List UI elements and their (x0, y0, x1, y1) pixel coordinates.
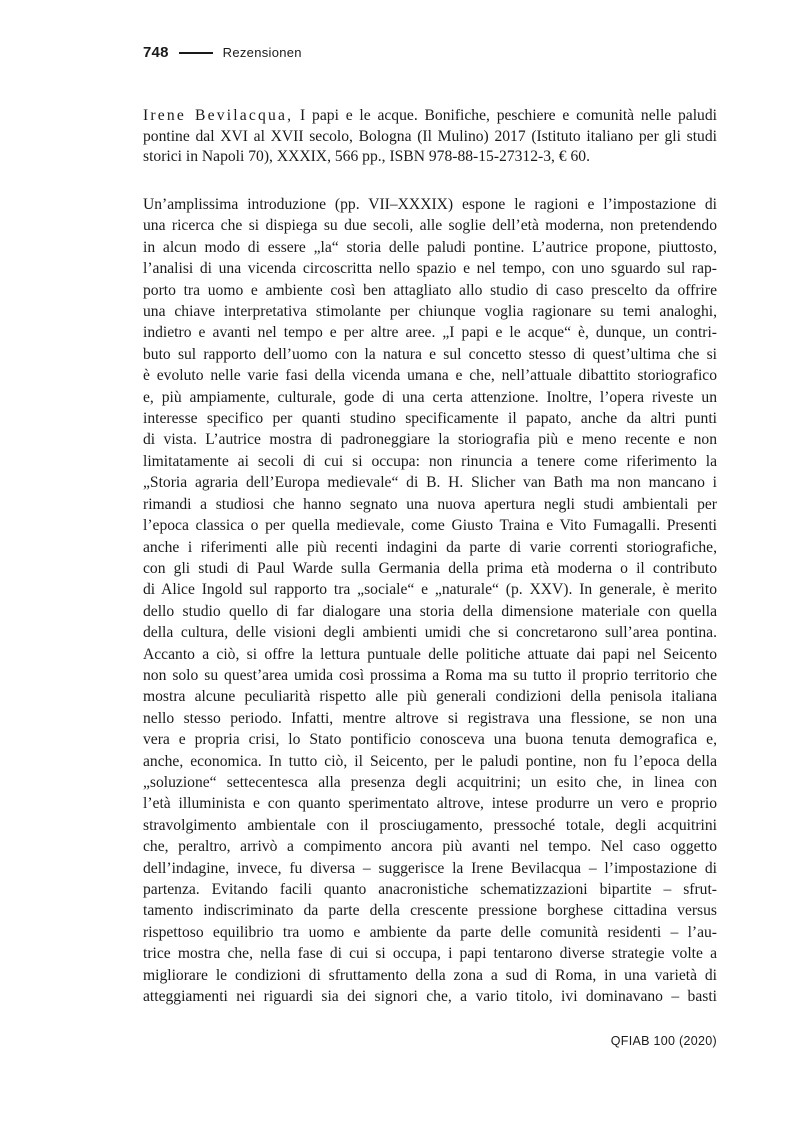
body-line: l’epoca classica o per quella medievale, come Giusto Traina e Vito Fumagalli. Presenti (143, 517, 717, 535)
citation-line (143, 106, 717, 127)
body-line: Un’amplissima introduzione (pp. VII–XXXIX) espone le ragioni e l’impostazione di (143, 196, 717, 213)
citation-author: Irene Bevilacqua, (143, 107, 294, 124)
body-line: trice mostra che, nella fase di cui si occupa, i papi tentarono diverse strategie volte a (143, 945, 717, 963)
body-line: limitatamente ai secoli di cui si occupa: non rinuncia a tenere come riferimento la (143, 452, 717, 470)
citation-line: pontine dal XVI al XVII secolo, Bologna (Il Mulino) 2017 (Istituto italiano per gli studi (143, 127, 717, 145)
section-title: Rezensionen (222, 45, 302, 60)
body-line: partenza. Evitando facili quanto anacronistiche schematizzazioni bipartite – sfrut- (143, 881, 717, 898)
body-line: stravolgimento ambientale con il prosciugamento, pressoché totale, degli acquitrini (143, 816, 717, 834)
header-rule (179, 52, 213, 54)
body-line: „soluzione“ settecentesca alla presenza degli acquitrini; un esito che, in linea con (143, 773, 717, 791)
body-line: l’età illuminista e con quanto sperimentato altrove, intese produrre un vero e proprio (143, 795, 717, 813)
body-line: non solo su quest’area umida così prossima a Roma ma su tutto il proprio territorio che (143, 666, 717, 684)
body-line: dell’indagine, invece, fu diversa – suggerisce la Irene Bevilacqua – l’impostazione di (143, 859, 717, 877)
body-line: indietro e avanti nel tempo e per altre aree. „I papi e le acque“ è, dunque, un contri- (143, 324, 717, 342)
body-line: buto sul rapporto dell’uomo con la natura e sul concetto stesso di quest’ultima che si (143, 345, 717, 363)
review-body (143, 194, 717, 1007)
body-line: con gli studi di Paul Warde sulla Germania della prima età moderna o il contributo (143, 559, 717, 577)
body-line: anche, economica. In tutto ciò, il Seicento, per le paludi pontine, non fu l’epoca della (143, 752, 717, 770)
body-line: migliorare le condizioni di sfruttamento della zona a sud di Roma, in una varietà di (143, 966, 717, 984)
body-line: mostra alcune peculiarità rispetto alle più generali condizioni della penisola italiana (143, 688, 717, 706)
citation-title: I papi e le acque. Bonifiche, peschiere e comunità nelle paludi (293, 107, 717, 124)
body-line: una ricerca che si dispiega su due secoli, alle soglie dell’età moderna, non pretendendo (143, 217, 717, 235)
body-line: di Alice Ingold sul rapporto tra „sociale“ e „naturale“ (p. XXV). In generale, è merito (143, 581, 717, 599)
page-number: 748 (143, 44, 169, 61)
body-line: l’analisi di una vicenda circoscritta nello spazio e nel tempo, con uno sguardo sul rap- (143, 260, 717, 278)
body-line: dello studio quello di far dialogare una storia della dimensione materiale con quella (143, 602, 717, 620)
body-line: è evoluto nelle varie fasi della vicenda umana e che, nell’attuale dibattito storiografico (143, 367, 717, 385)
running-head (143, 44, 302, 61)
body-line: anche i riferimenti alle più recenti indagini da parte di varie correnti storiografiche, (143, 538, 717, 556)
body-line: una chiave interpretativa stimolante per chiunque voglia ragionare su temi analoghi, (143, 303, 717, 321)
book-citation (143, 106, 717, 168)
body-line: nello stesso periodo. Infatti, mentre altrove si registrava una flessione, se non una (143, 709, 717, 727)
body-line: rispettoso equilibrio tra uomo e ambiente da parte delle comunità residenti – l’au- (143, 923, 717, 941)
citation-line: storici in Napoli 70), XXXIX, 566 pp., ISBN 978-88-15-27312-3, € 60. (143, 148, 590, 166)
body-line: e, più ampiamente, culturale, gode di una certa attenzione. Inoltre, l’opera riveste un (143, 388, 717, 406)
body-line: interesse specifico per quanti studino specificamente il papato, anche da altri punti (143, 410, 717, 428)
body-line: „Storia agraria dell’Europa medievale“ di B. H. Slicher van Bath ma non mancano i (143, 474, 717, 492)
body-line: tamento indiscriminato da parte della crescente pressione borghese cittadina versus (143, 902, 717, 920)
body-line: di vista. L’autrice mostra di padroneggiare la storiografia più e meno recente e non (143, 431, 717, 449)
journal-footer: QFIAB 100 (2020) (610, 1034, 717, 1048)
body-line: porto tra uomo e ambiente così ben attagliato allo studio di caso prescelto da offrire (143, 281, 717, 299)
body-line: atteggiamenti nei riguardi sia dei signori che, a vario titolo, ivi dominavano – basti (143, 988, 717, 1006)
body-line: Accanto a ciò, si offre la lettura puntuale delle politiche attuate dai papi nel Seicento (143, 645, 717, 663)
body-line: rimandi a studiosi che hanno segnato una nuova apertura negli studi ambientali per (143, 495, 717, 513)
body-line: in alcun modo di essere „la“ storia delle paludi pontine. L’autrice propone, piuttosto, (143, 238, 717, 256)
body-line: vera e propria crisi, lo Stato pontificio conosceva una buona tenuta demografica e, (143, 731, 717, 749)
body-line: che, peraltro, arrivò a compimento ancora più avanti nel tempo. Nel caso oggetto (143, 838, 717, 856)
body-line: della cultura, delle visioni degli ambienti umidi che si concretarono sull’area pontina. (143, 624, 717, 642)
